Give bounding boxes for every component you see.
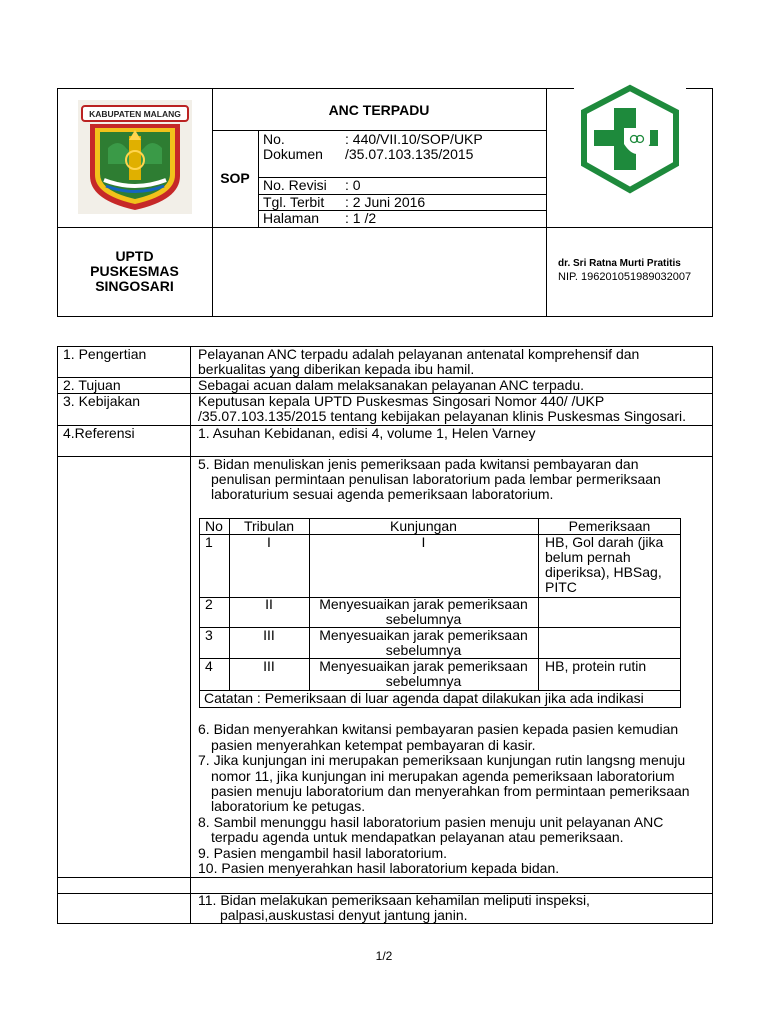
lab-table-note: Catatan : Pemeriksaan di luar agenda dapat dilakukan jika ada indikasi xyxy=(204,690,644,706)
lab-cell-no: 3 xyxy=(205,627,213,643)
step-7: pasien menuju laboratorium dan menyerahkan from permintaan pemeriksaan xyxy=(211,783,690,799)
step-9: 9. Pasien mengambil hasil laboratorium. xyxy=(198,845,448,861)
step-7: nomor 11, jika kunjungan ini merupakan agenda pemeriksaan laboratorium xyxy=(211,768,675,784)
kabupaten-malang-logo xyxy=(78,100,192,214)
lab-cell-kunjungan: Menyesuaikan jarak pemeriksaan xyxy=(319,627,528,643)
lab-cell-kunjungan: Menyesuaikan jarak pemeriksaan xyxy=(319,658,528,674)
tujuan-text: Sebagai acuan dalam melaksanakan pelayanan ANC terpadu. xyxy=(198,377,585,393)
header-divider xyxy=(258,130,259,227)
lab-cell-no: 2 xyxy=(205,596,213,612)
lab-cell-kunjungan: I xyxy=(421,534,426,550)
lab-cell-pemeriksaan: belum pernah xyxy=(545,549,631,565)
lab-cell-pemeriksaan: HB, protein rutin xyxy=(545,658,647,674)
lab-cell-no: 4 xyxy=(205,658,213,674)
lab-cell-kunjungan: sebelumnya xyxy=(385,642,462,658)
step-6: 6. Bidan menyerahkan kwitansi pembayaran pasien kepada pasien kemudian xyxy=(198,721,679,737)
referensi-label: 4.Referensi xyxy=(63,425,135,441)
step-8: 8. Sambil menunggu hasil laboratorium pasien menuju unit pelayanan ANC xyxy=(198,814,664,830)
org-name: UPTD xyxy=(115,248,154,264)
lab-cell-pemeriksaan: PITC xyxy=(545,579,577,595)
step-5: 5. Bidan menuliskan jenis pemeriksaan pada kwitansi pembayaran dan xyxy=(198,456,639,472)
step-7: laboratorium ke petugas. xyxy=(211,798,366,814)
lab-cell-kunjungan: Menyesuaikan jarak pemeriksaan xyxy=(319,596,528,612)
step-7: 7. Jika kunjungan ini merupakan pemeriksaan kunjungan rutin langsng menuju xyxy=(198,752,686,768)
kebijakan-text: Keputusan kepala UPTD Puskesmas Singosari Nomor 440/ /UKP xyxy=(198,393,605,409)
lab-cell-tribulan: III xyxy=(263,627,275,643)
lab-table-header: Pemeriksaan xyxy=(568,518,651,534)
puskesmas-logo xyxy=(574,84,686,196)
tgl-terbit-value: : 2 Juni 2016 xyxy=(345,194,426,210)
lab-cell-tribulan: III xyxy=(263,658,275,674)
signer-nip: NIP. 196201051989032007 xyxy=(558,271,692,283)
lab-table-header: Kunjungan xyxy=(390,518,457,534)
no-revisi-value: : 0 xyxy=(345,177,361,193)
no-dokumen-label: No. xyxy=(263,131,285,147)
lab-cell-tribulan: I xyxy=(267,534,271,550)
lab-cell-pemeriksaan: HB, Gol darah (jika xyxy=(545,534,664,550)
content-divider xyxy=(57,877,713,878)
header-divider xyxy=(57,227,713,228)
no-revisi-label: No. Revisi xyxy=(263,177,327,193)
step-11: 11. Bidan melakukan pemeriksaan kehamilan meliputi inspeksi, xyxy=(198,892,590,908)
halaman-label: Halaman xyxy=(263,210,320,226)
step-11: palpasi,auskustasi denyut jantung janin. xyxy=(220,907,468,923)
no-dokumen-label: Dokumen xyxy=(263,146,323,162)
page-number: 1/2 xyxy=(375,949,393,963)
halaman-value: : 1 /2 xyxy=(345,210,377,226)
pengertian-text: berkualitas yang diberikan kepada ibu hamil. xyxy=(198,361,475,377)
step-5: laboraturium sesuai agenda pemeriksaan laboratorium. xyxy=(211,486,554,502)
kebijakan-text: /35.07.103.135/2015 tentang kebijakan pelayanan klinis Puskesmas Singosari. xyxy=(198,408,686,424)
lab-cell-pemeriksaan: diperiksa), HBSag, xyxy=(545,564,662,580)
document-title: ANC TERPADU xyxy=(328,102,430,118)
lab-cell-kunjungan: sebelumnya xyxy=(385,673,462,689)
pengertian-label: 1. Pengertian xyxy=(63,346,147,362)
sop-label: SOP xyxy=(220,170,250,186)
signer-name: dr. Sri Ratna Murti Pratitis xyxy=(558,258,681,269)
header-divider xyxy=(546,88,547,317)
tgl-terbit-label: Tgl. Terbit xyxy=(263,194,325,210)
org-name: PUSKESMAS xyxy=(90,263,179,279)
lab-table-header: No xyxy=(205,518,223,534)
logo-name-text: KABUPATEN MALANG xyxy=(89,109,181,119)
lab-cell-kunjungan: sebelumnya xyxy=(385,611,462,627)
org-name: SINGOSARI xyxy=(95,278,174,294)
header-divider xyxy=(212,88,213,317)
referensi-text: 1. Asuhan Kebidanan, edisi 4, volume 1, Helen Varney xyxy=(198,425,536,441)
no-dokumen-value: /35.07.103.135/2015 xyxy=(345,146,474,162)
lab-cell-tribulan: II xyxy=(265,596,273,612)
step-5: penulisan permintaan penulisan laboratorium pada lembar permeriksaan xyxy=(211,471,661,487)
kebijakan-label: 3. Kebijakan xyxy=(63,393,141,409)
step-8: terpadu agenda untuk mendapatkan pelayanan atau pemeriksaan. xyxy=(211,829,624,845)
lab-cell-no: 1 xyxy=(205,534,213,550)
pengertian-text: Pelayanan ANC terpadu adalah pelayanan antenatal komprehensif dan xyxy=(198,346,640,362)
lab-table-header: Tribulan xyxy=(243,518,295,534)
content-divider xyxy=(190,346,191,924)
no-dokumen-value: : 440/VII.10/SOP/UKP xyxy=(345,131,483,147)
step-10: 10. Pasien menyerahkan hasil laboratorium kepada bidan. xyxy=(198,860,560,876)
lab-table-divider xyxy=(538,518,539,690)
step-6: pasien menyerahkan ketempat pembayaran di kasir. xyxy=(211,737,536,753)
tujuan-label: 2. Tujuan xyxy=(63,377,121,393)
